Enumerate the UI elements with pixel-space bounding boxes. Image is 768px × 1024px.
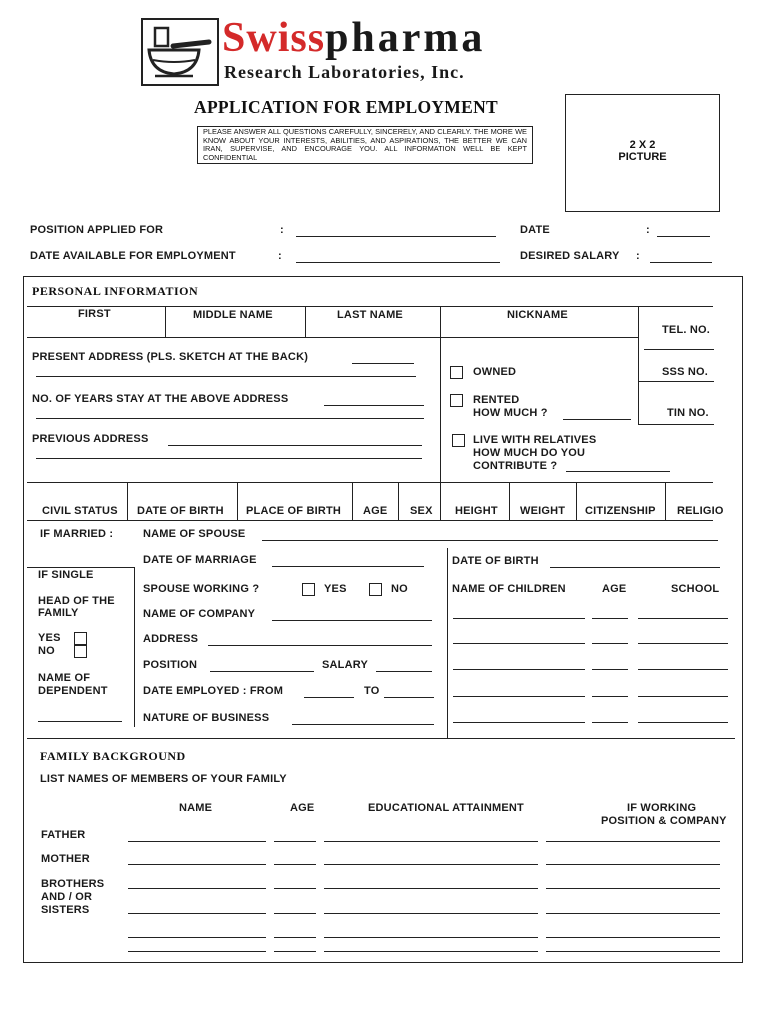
mortar-pestle-icon bbox=[143, 20, 217, 84]
family-background-heading: FAMILY BACKGROUND bbox=[40, 749, 186, 763]
family-age-field[interactable] bbox=[274, 888, 316, 889]
child-age-field[interactable] bbox=[592, 643, 628, 644]
colon: : bbox=[280, 224, 284, 236]
date-employed-label: DATE EMPLOYED : FROM bbox=[143, 685, 284, 697]
colon: : bbox=[636, 250, 640, 262]
family-name-field[interactable] bbox=[128, 937, 266, 938]
divider bbox=[27, 520, 713, 521]
divider bbox=[576, 482, 577, 520]
divider bbox=[352, 482, 353, 520]
family-education-field[interactable] bbox=[324, 841, 538, 842]
child-name-field[interactable] bbox=[453, 722, 585, 723]
present-address-field[interactable] bbox=[352, 363, 414, 364]
family-col-position: POSITION & COMPANY bbox=[601, 815, 727, 827]
family-education-field[interactable] bbox=[324, 913, 538, 914]
divider bbox=[509, 482, 510, 520]
family-col-age: AGE bbox=[290, 802, 315, 814]
picture-box bbox=[565, 94, 720, 212]
spouse-name-label: NAME OF SPOUSE bbox=[143, 528, 246, 540]
date-field[interactable] bbox=[657, 236, 710, 237]
sex-label: SEX bbox=[410, 505, 433, 517]
spouse-working-no-label: NO bbox=[391, 583, 408, 595]
child-age-field[interactable] bbox=[592, 696, 628, 697]
head-family-yes-checkbox[interactable] bbox=[74, 632, 87, 645]
siblings-label-3: SISTERS bbox=[41, 904, 90, 916]
spouse-working-no-checkbox[interactable] bbox=[369, 583, 382, 596]
spouse-salary-field[interactable] bbox=[376, 671, 432, 672]
date-employed-to-field[interactable] bbox=[384, 697, 434, 698]
years-stay-field[interactable] bbox=[324, 405, 424, 406]
date-employed-from-field[interactable] bbox=[304, 697, 354, 698]
brand-name bbox=[222, 14, 485, 62]
nature-business-label: NATURE OF BUSINESS bbox=[143, 712, 270, 724]
date-available-label: DATE AVAILABLE FOR EMPLOYMENT bbox=[30, 250, 236, 262]
picture-label-size: 2 X 2 bbox=[629, 139, 656, 151]
divider bbox=[237, 482, 238, 520]
family-name-field[interactable] bbox=[128, 888, 266, 889]
colon: : bbox=[278, 250, 282, 262]
divider bbox=[440, 482, 441, 520]
family-work-field[interactable] bbox=[546, 951, 720, 952]
divider bbox=[27, 482, 713, 483]
child-school-field[interactable] bbox=[638, 669, 728, 670]
family-work-field[interactable] bbox=[546, 888, 720, 889]
divider bbox=[440, 306, 441, 482]
family-col-name: NAME bbox=[179, 802, 213, 814]
spouse-position-label: POSITION bbox=[143, 659, 198, 671]
dependent-label-2: DEPENDENT bbox=[38, 685, 108, 697]
divider bbox=[27, 306, 713, 307]
family-work-field[interactable] bbox=[546, 937, 720, 938]
child-name-field[interactable] bbox=[453, 669, 585, 670]
rented-label: RENTED bbox=[473, 394, 520, 406]
brand-name-dark: pharma bbox=[325, 15, 486, 61]
family-name-field[interactable] bbox=[128, 864, 266, 865]
date-of-birth-label: DATE OF BIRTH bbox=[137, 505, 224, 517]
picture-label: PICTURE bbox=[618, 151, 667, 163]
weight-label: WEIGHT bbox=[520, 505, 566, 517]
family-education-field[interactable] bbox=[324, 864, 538, 865]
to-label: TO bbox=[364, 685, 380, 697]
dependent-field[interactable] bbox=[38, 721, 122, 722]
tin-label: TIN NO. bbox=[667, 407, 709, 419]
date-label: DATE bbox=[520, 224, 550, 236]
if-married-label: IF MARRIED : bbox=[40, 528, 114, 540]
nature-business-field[interactable] bbox=[292, 724, 434, 725]
years-stay-field-2[interactable] bbox=[36, 418, 424, 419]
middle-name-label: MIDDLE NAME bbox=[193, 309, 273, 321]
family-education-field[interactable] bbox=[324, 888, 538, 889]
divider bbox=[638, 424, 714, 425]
present-address-field-2[interactable] bbox=[36, 376, 416, 377]
date-of-marriage-label: DATE OF MARRIAGE bbox=[143, 554, 257, 566]
first-name-label: FIRST bbox=[78, 308, 111, 320]
divider bbox=[165, 306, 166, 337]
family-education-field[interactable] bbox=[324, 937, 538, 938]
age-label: AGE bbox=[363, 505, 388, 517]
company-label: NAME OF COMPANY bbox=[143, 608, 256, 620]
spouse-address-label: ADDRESS bbox=[143, 633, 199, 645]
single-no-label: NO bbox=[38, 645, 55, 657]
brand-subtitle: Research Laboratories, Inc. bbox=[224, 62, 465, 82]
siblings-label: BROTHERS bbox=[41, 878, 105, 890]
family-col-education: EDUCATIONAL ATTAINMENT bbox=[368, 802, 524, 814]
previous-address-label: PREVIOUS ADDRESS bbox=[32, 433, 149, 445]
child-name-field[interactable] bbox=[453, 643, 585, 644]
position-applied-field[interactable] bbox=[296, 236, 496, 237]
mother-label: MOTHER bbox=[41, 853, 90, 865]
child-age-field[interactable] bbox=[592, 669, 628, 670]
owned-checkbox[interactable] bbox=[450, 366, 463, 379]
personal-info-heading: PERSONAL INFORMATION bbox=[32, 284, 199, 298]
family-list-label: LIST NAMES OF MEMBERS OF YOUR FAMILY bbox=[40, 773, 287, 785]
citizenship-label: CITIZENSHIP bbox=[585, 505, 656, 517]
single-yes-label: YES bbox=[38, 632, 61, 644]
place-of-birth-label: PLACE OF BIRTH bbox=[246, 505, 342, 517]
siblings-label-2: AND / OR bbox=[41, 891, 93, 903]
previous-address-field-2[interactable] bbox=[36, 458, 422, 459]
height-label: HEIGHT bbox=[455, 505, 498, 517]
child-age-field[interactable] bbox=[592, 618, 628, 619]
divider bbox=[27, 738, 735, 739]
last-name-label: LAST NAME bbox=[337, 309, 403, 321]
family-age-field[interactable] bbox=[274, 841, 316, 842]
civil-status-label: CIVIL STATUS bbox=[42, 505, 118, 517]
divider bbox=[127, 482, 128, 520]
sss-label: SSS NO. bbox=[662, 366, 709, 378]
family-work-field[interactable] bbox=[546, 913, 720, 914]
divider bbox=[665, 482, 666, 520]
religion-label: RELIGIO bbox=[677, 505, 724, 517]
instructions-box bbox=[197, 126, 533, 164]
desired-salary-field[interactable] bbox=[650, 262, 712, 263]
child-name-field[interactable] bbox=[453, 696, 585, 697]
company-field[interactable] bbox=[272, 620, 432, 621]
family-age-field[interactable] bbox=[274, 913, 316, 914]
family-name-field[interactable] bbox=[128, 951, 266, 952]
spouse-working-label: SPOUSE WORKING ? bbox=[143, 583, 260, 595]
if-single-label: IF SINGLE bbox=[38, 569, 94, 581]
divider bbox=[638, 306, 639, 424]
family-age-field[interactable] bbox=[274, 864, 316, 865]
tel-field[interactable] bbox=[644, 349, 714, 350]
child-school-field[interactable] bbox=[638, 643, 728, 644]
page-title: APPLICATION FOR EMPLOYMENT bbox=[194, 97, 499, 117]
family-work-field[interactable] bbox=[546, 864, 720, 865]
family-age-field[interactable] bbox=[274, 937, 316, 938]
date-available-field[interactable] bbox=[296, 262, 500, 263]
logo-box bbox=[141, 18, 219, 86]
owned-label: OWNED bbox=[473, 366, 517, 378]
family-age-field[interactable] bbox=[274, 951, 316, 952]
divider bbox=[638, 381, 714, 382]
divider bbox=[398, 482, 399, 520]
divider bbox=[447, 548, 448, 738]
previous-address-field[interactable] bbox=[168, 445, 422, 446]
divider bbox=[305, 306, 306, 337]
desired-salary-label: DESIRED SALARY bbox=[520, 250, 620, 262]
dependent-label: NAME OF bbox=[38, 672, 91, 684]
rented-checkbox[interactable] bbox=[450, 394, 463, 407]
nickname-label: NICKNAME bbox=[507, 309, 568, 321]
spouse-address-field[interactable] bbox=[208, 645, 432, 646]
spouse-name-field[interactable] bbox=[262, 540, 718, 541]
date-of-marriage-field[interactable] bbox=[272, 566, 424, 567]
how-much-label: HOW MUCH ? bbox=[473, 407, 548, 419]
child-school-field[interactable] bbox=[638, 722, 728, 723]
child-school-field[interactable] bbox=[638, 618, 728, 619]
family-col-working: IF WORKING bbox=[627, 802, 697, 814]
family-work-field[interactable] bbox=[546, 841, 720, 842]
child-name-field[interactable] bbox=[453, 618, 585, 619]
child-school-field[interactable] bbox=[638, 696, 728, 697]
spouse-dob-field[interactable] bbox=[550, 567, 720, 568]
spouse-dob-label: DATE OF BIRTH bbox=[452, 555, 539, 567]
how-much-field[interactable] bbox=[563, 419, 631, 420]
position-applied-label: POSITION APPLIED FOR bbox=[30, 224, 164, 236]
children-school-label: SCHOOL bbox=[671, 583, 720, 595]
family-name-field[interactable] bbox=[128, 841, 266, 842]
child-age-field[interactable] bbox=[592, 722, 628, 723]
spouse-working-yes-label: YES bbox=[324, 583, 347, 595]
contribute-field[interactable] bbox=[566, 471, 670, 472]
father-label: FATHER bbox=[41, 829, 86, 841]
children-age-label: AGE bbox=[602, 583, 627, 595]
children-name-label: NAME OF CHILDREN bbox=[452, 583, 566, 595]
brand-name-red: Swiss bbox=[222, 15, 326, 61]
years-stay-label: NO. OF YEARS STAY AT THE ABOVE ADDRESS bbox=[32, 393, 289, 405]
family-name-field[interactable] bbox=[128, 913, 266, 914]
tel-label: TEL. NO. bbox=[662, 324, 711, 336]
head-family-label-2: FAMILY bbox=[38, 607, 79, 619]
head-family-no-checkbox[interactable] bbox=[74, 645, 87, 658]
live-relatives-label: LIVE WITH RELATIVES bbox=[473, 434, 597, 446]
contribute-label: HOW MUCH DO YOU bbox=[473, 447, 586, 459]
divider bbox=[27, 337, 638, 338]
contribute-label-2: CONTRIBUTE ? bbox=[473, 460, 558, 472]
instructions-text: PLEASE ANSWER ALL QUESTIONS CAREFULLY, SINCERELY, AND CLEARLY. THE MORE WE KNOW ABOUT YOUR INTERESTS, ABILITIES, AND ASPIRATIONS, THE BETTER WE CAN IRAN, SUPERVISE, AND ENCOURAGE YOU. ALL INFORMATION WELL BE KEPT CONFIDENTIAL bbox=[203, 127, 527, 162]
spouse-working-yes-checkbox[interactable] bbox=[302, 583, 315, 596]
spouse-position-field[interactable] bbox=[210, 671, 314, 672]
present-address-label: PRESENT ADDRESS (PLS. SKETCH AT THE BACK) bbox=[32, 351, 309, 363]
head-family-label: HEAD OF THE bbox=[38, 595, 115, 607]
colon: : bbox=[646, 224, 650, 236]
family-education-field[interactable] bbox=[324, 951, 538, 952]
spouse-salary-label: SALARY bbox=[322, 659, 369, 671]
live-relatives-checkbox[interactable] bbox=[452, 434, 465, 447]
